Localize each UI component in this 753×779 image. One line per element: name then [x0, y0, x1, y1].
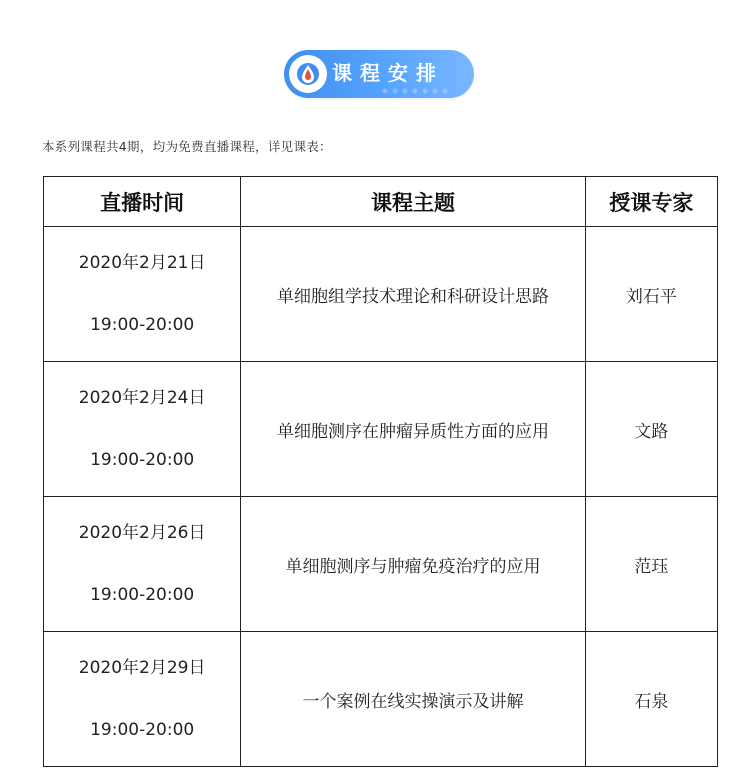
table-row [44, 632, 718, 767]
time-cell [44, 362, 241, 497]
banner-title: 课程安排 [332, 61, 444, 85]
table-header-row [44, 177, 718, 227]
topic-cell: 单细胞测序与肿瘤免疫治疗的应用 [241, 497, 586, 632]
expert-cell: 文路 [585, 362, 717, 497]
session-time: 19:00-20:00 [90, 720, 195, 740]
header-expert: 授课专家 [585, 177, 717, 227]
table-row [44, 497, 718, 632]
time-cell [44, 227, 241, 362]
session-time: 19:00-20:00 [90, 450, 195, 470]
session-date: 2020年2月29日 [78, 658, 206, 678]
schedule-table [43, 176, 718, 767]
session-date: 2020年2月21日 [78, 253, 206, 273]
topic-cell: 一个案例在线实操演示及讲解 [241, 632, 586, 767]
expert-cell: 范珏 [585, 497, 717, 632]
time-cell [44, 497, 241, 632]
intro-text: 本系列课程共4期，均为免费直播课程，详见课表： [42, 139, 332, 154]
header-topic: 课程主题 [241, 177, 586, 227]
topic-cell: 单细胞测序在肿瘤异质性方面的应用 [241, 362, 586, 497]
session-date: 2020年2月26日 [78, 523, 206, 543]
expert-cell: 刘石平 [585, 227, 717, 362]
session-time: 19:00-20:00 [90, 585, 195, 605]
drop-eye-icon [289, 55, 327, 93]
time-cell [44, 632, 241, 767]
topic-cell: 单细胞组学技术理论和科研设计思路 [241, 227, 586, 362]
table-row [44, 227, 718, 362]
course-schedule-banner [0, 48, 753, 100]
expert-cell: 石泉 [585, 632, 717, 767]
session-time: 19:00-20:00 [90, 315, 195, 335]
table-row [44, 362, 718, 497]
header-time: 直播时间 [44, 177, 241, 227]
session-date: 2020年2月24日 [78, 388, 206, 408]
